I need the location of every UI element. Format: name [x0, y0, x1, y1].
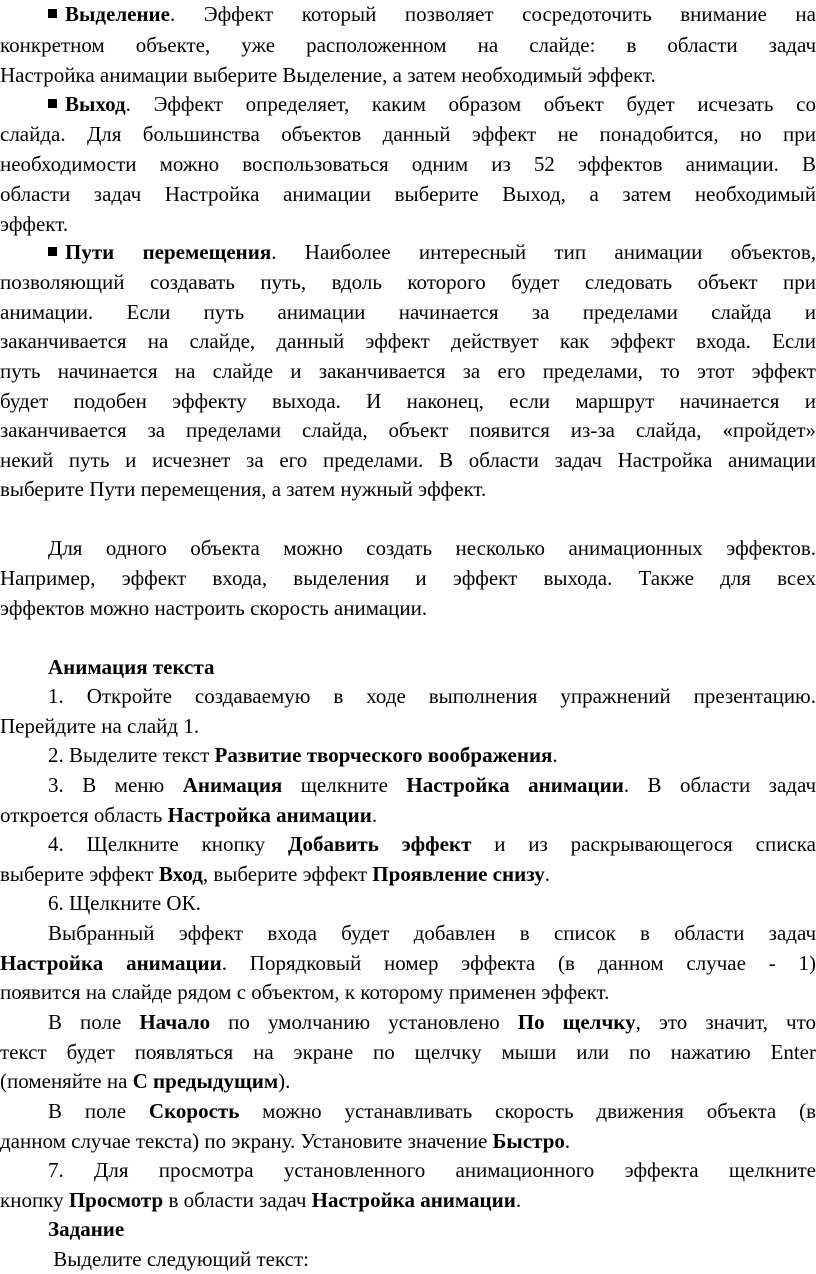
step7-line2: кнопку Просмотр в области задач Настройка анимации. [0, 1188, 522, 1212]
bullet-motion-line7: заканчивается за пределами слайда, объект появится из-за слайда, «пройдет» [0, 418, 816, 442]
bullet-motion-line6: будет подобен эффекту выхода. И наконец, если маршрут начинается и [0, 389, 816, 413]
bullet-selection-line1: Выделение. Эффект который позволяет сосредоточить внимание на [0, 0, 816, 29]
bullet-exit-line4: области задач Настройка анимации выберите Выход, а затем необходимый [0, 182, 816, 206]
para-speed-line1: В поле Скорость можно устанавливать скорость движения объекта (в [48, 1099, 816, 1123]
bullet-motion-line1: Пути перемещения. Наиболее интересный тип анимации объектов, [0, 237, 816, 267]
para-added-line3: появится на слайде рядом с объектом, к которому применен эффект. [0, 980, 610, 1004]
step7-line1: 7. Для просмотра установленного анимационного эффекта щелкните [48, 1158, 816, 1182]
bullet-motion-line8: некий путь и исчезнет за его пределами. В области задач Настройка анимации [0, 448, 816, 472]
step2: 2. Выделите текст Развитие творческого воображения. [48, 743, 558, 767]
step4-line1: 4. Щелкните кнопку Добавить эффект и из раскрывающегося списка [48, 832, 816, 856]
para-start-line3: (поменяйте на С предыдущим). [0, 1069, 291, 1093]
para-multi-line3: эффектов можно настроить скорость анимации. [0, 596, 428, 620]
step4-line2: выберите эффект Вход, выберите эффект Проявление снизу. [0, 862, 550, 886]
para-speed-line2: данном случае текста) по экрану. Установите значение Быстро. [0, 1129, 571, 1153]
para-added-line1: Выбранный эффект входа будет добавлен в список в области задач [48, 921, 816, 945]
step1-line1: 1. Откройте создаваемую в ходе выполнения упражнений презентацию. [48, 684, 816, 708]
bullet-motion-line2: позволяющий создавать путь, вдоль которого будет следовать объект при [0, 270, 816, 294]
bullet-selection-line3: Настройка анимации выберите Выделение, а затем необходимый эффект. [0, 63, 656, 87]
step3-line1: 3. В меню Анимация щелкните Настройка анимации. В области задач [48, 773, 816, 797]
para-start-line1: В поле Начало по умолчанию установлено По щелчку, это значит, что [48, 1010, 816, 1034]
heading-text-animation: Анимация текста [48, 655, 215, 679]
para-added-line2: Настройка анимации. Порядковый номер эффекта (в данном случае - 1) [0, 951, 816, 975]
task-heading: Задание [48, 1217, 125, 1241]
bullet-exit-line1: Выход. Эффект определяет, каким образом объект будет исчезать со [0, 89, 816, 119]
para-start-line2: текст будет появляться на экране по щелчку мыши или по нажатию Enter [0, 1040, 816, 1064]
term-motion-paths: Пути перемещения [65, 240, 272, 264]
para-multi-line2: Например, эффект входа, выделения и эффект выхода. Также для всех [0, 566, 816, 590]
bullet-selection-line2: конкретном объекте, уже расположенном на слайде: в области задач [0, 33, 816, 57]
para-multi-line1: Для одного объекта можно создать несколько анимационных эффектов. [48, 536, 816, 560]
step3-line2: откроется область Настройка анимации. [0, 803, 378, 827]
term-exit: Выход [65, 92, 126, 116]
bullet-exit-line5: эффект. [0, 212, 69, 236]
bullet-exit-line3: необходимости можно воспользоваться одним из 52 эффектов анимации. В [0, 152, 816, 176]
term-selection: Выделение [65, 2, 170, 26]
bullet-marker [48, 99, 57, 108]
bullet-marker [48, 247, 57, 256]
step1-line2: Перейдите на слайд 1. [0, 714, 200, 738]
task-instruction: Выделите следующий текст: [48, 1247, 309, 1271]
bullet-motion-line9: выберите Пути перемещения, а затем нужный эффект. [0, 477, 487, 501]
bullet-marker [48, 9, 57, 18]
bullet-motion-line5: путь начинается на слайде и заканчивается за его пределами, то этот эффект [0, 359, 816, 383]
bullet-exit-line2: слайда. Для большинства объектов данный эффект не понадобится, но при [0, 122, 816, 146]
step6: 6. Щелкните ОК. [48, 891, 201, 915]
bullet-motion-line4: заканчивается на слайде, данный эффект действует как эффект входа. Если [0, 329, 816, 353]
bullet-motion-line3: анимации. Если путь анимации начинается за пределами слайда и [0, 300, 816, 324]
